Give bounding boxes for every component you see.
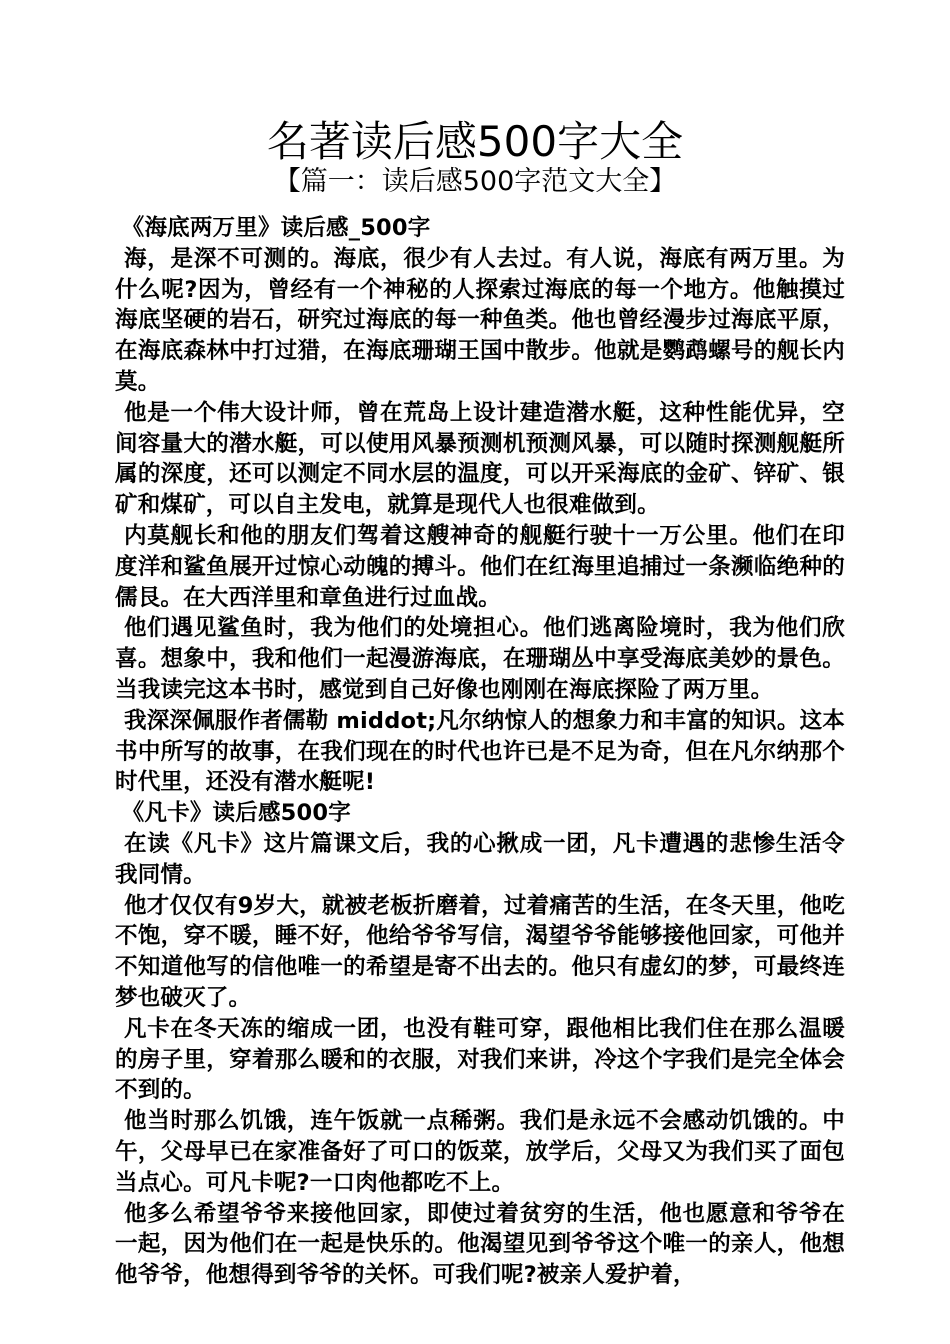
document-title: 名著读后感500字大全 [266, 117, 684, 166]
body-paragraph: 海，是深不可测的。海底，很少有人去过。有人说，海底有两万里。为什么呢?因为，曾经有一个神秘的人探索过海底的每一个地方。他触摸过海底坚硬的岩石，研究过海底的每一种鱼类。他也曾经漫步过海底平原，在海底森林中打过猎，在海底珊瑚王国中散步。他就是鹦鹉螺号的舰长内莫。 [115, 245, 845, 395]
section-subtitle: 【篇一：读后感500字范文大全】 [273, 166, 677, 197]
body-paragraph: 内莫舰长和他的朋友们驾着这艘神奇的舰艇行驶十一万公里。他们在印度洋和鲨鱼展开过惊心动魄的搏斗。他们在红海里追捕过一条濒临绝种的儒艮。在大西洋里和章鱼进行过血战。 [115, 522, 845, 611]
body-paragraph: 他们遇见鲨鱼时，我为他们的处境担心。他们逃离险境时，我为他们欣喜。想象中，我和他们一起漫游海底，在珊瑚丛中享受海底美妙的景色。当我读完这本书时，感觉到自己好像也刚刚在海底探险了两万里。 [115, 615, 845, 703]
body-paragraph: 凡卡在冬天冻的缩成一团，也没有鞋可穿，跟他相比我们住在那么温暖的房子里，穿着那么暖和的衣服，对我们来讲，冷这个字我们是完全体会不到的。 [115, 1015, 845, 1104]
body-paragraph: 在读《凡卡》这片篇课文后，我的心揪成一团，凡卡遭遇的悲惨生活令我同情。 [115, 830, 845, 888]
document-body [115, 213, 845, 1291]
essay-heading-fanka: 《凡卡》读后感500字 [121, 800, 351, 827]
essay-heading-haidi: 《海底两万里》读后感_500字 [121, 215, 431, 241]
body-paragraph: 他多么希望爷爷来接他回家，即使过着贫穷的生活，他也愿意和爷爷在一起，因为他们在一起是快乐的。他渴望见到爷爷这个唯一的亲人，他想他爷爷，他想得到爷爷的关怀。可我们呢?被亲人爱护着， [115, 1200, 845, 1289]
body-paragraph: 他是一个伟大设计师，曾在荒岛上设计建造潜水艇，这种性能优异，空间容量大的潜水艇，可以使用风暴预测机预测风暴，可以随时探测舰艇所属的深度，还可以测定不同水层的温度，可以开采海底的金矿、锌矿、银矿和煤矿，可以自主发电，就算是现代人也很难做到。 [115, 399, 845, 519]
body-paragraph: 他才仅仅有9岁大，就被老板折磨着，过着痛苦的生活，在冬天里，他吃不饱，穿不暖，睡不好，他给爷爷写信，渴望爷爷能够接他回家，可他并不知道他写的信他唯一的希望是寄不出去的。他只有虚幻的梦，可最终连梦也破灭了。 [115, 892, 845, 1011]
body-paragraph: 他当时那么饥饿，连午饭就一点稀粥。我们是永远不会感动饥饿的。中午，父母早已在家准备好了可口的饭菜，放学后，父母又为我们买了面包当点心。可凡卡呢?一口肉他都吃不上。 [115, 1108, 845, 1196]
body-paragraph: 我深深佩服作者儒勒 middot;凡尔纳惊人的想象力和丰富的知识。这本书中所写的故事，在我们现在的时代也许已是不足为奇，但在凡尔纳那个时代里，还没有潜水艇呢! [115, 707, 845, 796]
